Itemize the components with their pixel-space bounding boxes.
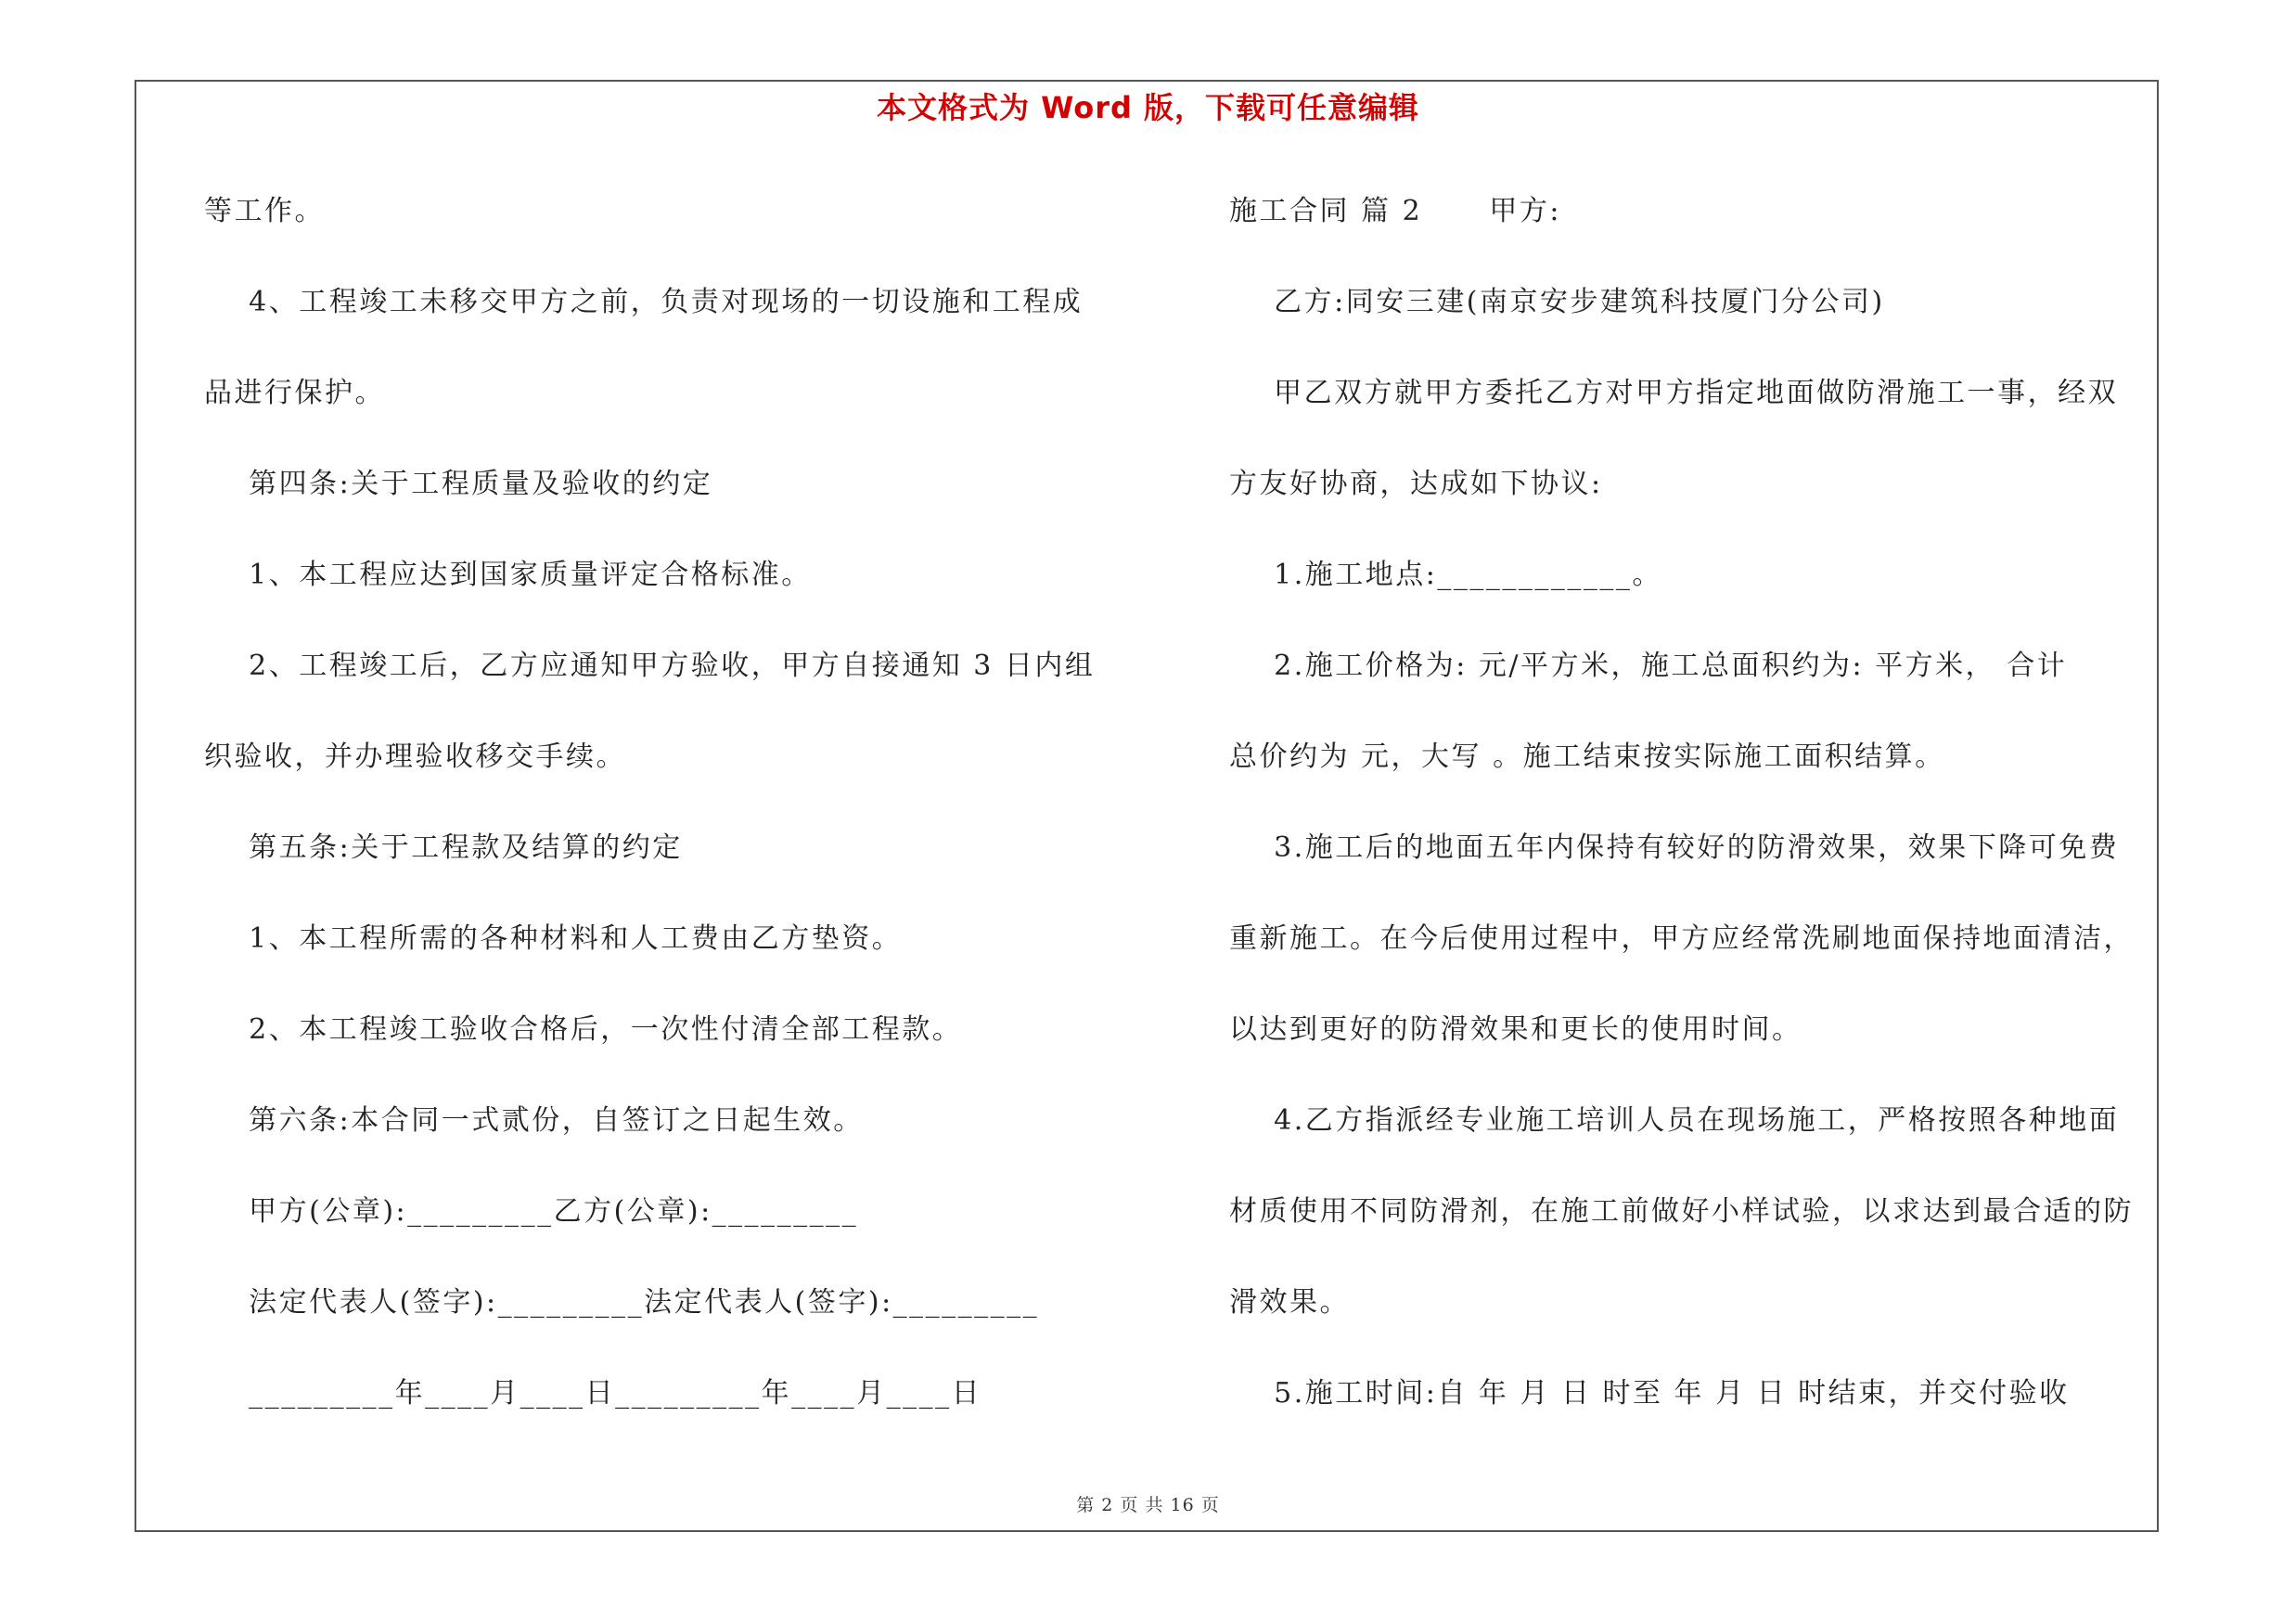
text-line: 方友好协商，达成如下协议: <box>1229 468 1603 500</box>
text-line: 甲乙双方就甲方委托乙方对甲方指定地面做防滑施工一事，经双 <box>1229 377 2119 409</box>
text-line: 1、本工程所需的各种材料和人工费由乙方垫资。 <box>204 922 903 955</box>
text-line: 5.施工时间:自 年 月 日 时至 年 月 日 时结束，并交付验收 <box>1229 1377 2070 1410</box>
text-line: 重新施工。在今后使用过程中，甲方应经常洗刷地面保持地面清洁， <box>1229 922 2134 955</box>
section-heading: 第六条:本合同一式贰份，自签订之日起生效。 <box>204 1104 864 1137</box>
text-line: 3.施工后的地面五年内保持有较好的防滑效果，效果下降可免费 <box>1229 831 2120 864</box>
text-line: 以达到更好的防滑效果和更长的使用时间。 <box>1229 1013 1802 1046</box>
text-line: 1.施工地点:____________。 <box>1229 559 1662 591</box>
document-header-title: 本文格式为 Word 版，下载可任意编辑 <box>876 90 1420 125</box>
contract-title-line: 施工合同 篇 2 甲方: <box>1229 195 1561 227</box>
page-number-footer: 第 2 页 共 16 页 <box>1076 1495 1220 1515</box>
text-line: 2、本工程竣工验收合格后，一次性付清全部工程款。 <box>204 1013 963 1046</box>
signature-line-date: _________年____月____日_________年____月____日 <box>204 1377 982 1410</box>
text-line: 织验收，并办理验收移交手续。 <box>204 741 626 773</box>
text-line: 品进行保护。 <box>204 377 385 409</box>
text-line: 2.施工价格为: 元/平方米，施工总面积约为: 平方米， 合计 <box>1229 650 2068 682</box>
text-line: 材质使用不同防滑剂，在施工前做好小样试验，以求达到最合适的防 <box>1229 1195 2134 1228</box>
text-line: 1、本工程应达到国家质量评定合格标准。 <box>204 559 812 591</box>
text-line: 2、工程竣工后，乙方应通知甲方验收，甲方自接通知 3 日内组 <box>204 650 1096 682</box>
text-line: 滑效果。 <box>1229 1286 1350 1319</box>
text-line: 4.乙方指派经专业施工培训人员在现场施工，严格按照各种地面 <box>1229 1104 2120 1137</box>
signature-line-seal: 甲方(公章):_________乙方(公章):_________ <box>204 1195 859 1228</box>
text-line: 总价约为 元，大写 。施工结束按实际施工面积结算。 <box>1229 741 1945 773</box>
text-line: 4、工程竣工未移交甲方之前，负责对现场的一切设施和工程成 <box>204 286 1084 318</box>
section-heading: 第五条:关于工程款及结算的约定 <box>204 831 683 864</box>
text-line: 等工作。 <box>204 195 325 227</box>
text-line: 乙方:同安三建(南京安步建筑科技厦门分公司) <box>1229 286 1885 318</box>
signature-line-representative: 法定代表人(签字):_________法定代表人(签字):_________ <box>204 1286 1040 1319</box>
section-heading: 第四条:关于工程质量及验收的约定 <box>204 468 713 500</box>
